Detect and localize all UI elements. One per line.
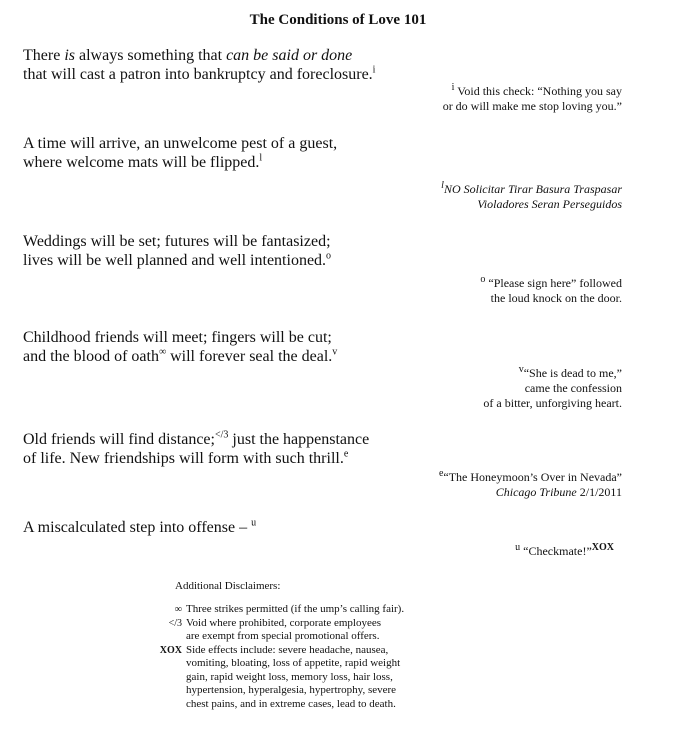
footnote-marker: v <box>332 346 338 358</box>
disclaimer-text: Three strikes permitted (if the ump’s calling fair). <box>186 603 405 615</box>
disclaimers-heading: Additional Disclaimers: <box>175 580 281 592</box>
note-5 <box>439 470 622 500</box>
text-segment: NO Solicitar Tirar Basura Traspasar <box>443 182 622 196</box>
stanza-5 <box>23 430 369 468</box>
note-marker: i <box>451 82 455 93</box>
disclaimer-marker: ∞ <box>174 604 182 615</box>
infinity-marker: ∞ <box>158 346 167 358</box>
italic-text: Chicago Tribune <box>495 485 577 499</box>
note-marker: v <box>518 364 524 375</box>
note-4-line-3: of a bitter, unforgiving heart. <box>483 396 622 410</box>
disclaimer-item <box>148 603 404 617</box>
text-segment: Old friends will find distance; <box>23 431 215 448</box>
disclaimer-item <box>148 617 404 644</box>
page-title: The Conditions of Love 101 <box>249 12 427 28</box>
stanza-6-line-1 <box>23 518 256 537</box>
italic-text: is <box>64 47 75 64</box>
note-4-line-2: came the confession <box>524 381 622 395</box>
stanza-3 <box>23 232 331 270</box>
note-4 <box>483 366 622 411</box>
footnote-marker: i <box>372 64 376 76</box>
note-6 <box>515 544 614 559</box>
note-5-line-2 <box>439 485 622 500</box>
text-segment: lives will be well planned and well intentioned. <box>23 252 327 269</box>
text-segment: always something that <box>74 47 227 64</box>
stanza-4 <box>23 328 337 366</box>
note-4-line-1 <box>483 366 622 381</box>
note-2-line-1 <box>441 182 622 197</box>
stanza-4-line-2 <box>23 347 337 366</box>
note-1 <box>443 84 622 114</box>
text-segment: 2/1/2011 <box>576 485 622 499</box>
stanza-5-line-2 <box>23 449 369 468</box>
note-1-line-1 <box>443 84 622 99</box>
text-segment: where welcome mats will be flipped. <box>23 154 260 171</box>
disclaimer-marker: XOX <box>159 644 182 656</box>
footnote-marker: u <box>251 517 257 529</box>
text-segment: of life. New friendships will form with such thrill. <box>23 450 344 467</box>
text-segment: “The Honeymoon’s Over in Nevada” <box>443 470 622 484</box>
stanza-4-line-1: Childhood friends will meet; fingers will be cut; <box>23 329 332 346</box>
note-marker: e <box>438 468 444 479</box>
stanza-1-line-2 <box>23 65 375 84</box>
stanza-1 <box>23 46 375 84</box>
text-segment: “Checkmate!” <box>523 544 592 558</box>
disclaimers-list <box>148 603 404 711</box>
stanza-2-line-1: A time will arrive, an unwelcome pest of a guest, <box>23 135 338 152</box>
stanza-1-line-1 <box>23 46 375 65</box>
note-3-line-2: the loud knock on the door. <box>490 291 622 305</box>
stanza-2-line-2 <box>23 153 337 172</box>
text-segment: There <box>23 47 65 64</box>
note-marker: o <box>480 274 486 285</box>
note-3 <box>480 276 622 306</box>
note-1-line-2: or do will make me stop loving you.” <box>442 99 622 113</box>
note-6-line-1 <box>515 544 614 559</box>
note-3-line-1 <box>480 276 622 291</box>
text-segment: that will cast a patron into bankruptcy and foreclosure. <box>23 66 373 83</box>
italic-text: can be said or done <box>226 47 353 64</box>
note-marker: l <box>441 180 444 191</box>
stanza-6 <box>23 518 256 537</box>
footnote-marker: l <box>259 152 263 164</box>
note-marker: u <box>515 542 521 553</box>
stanza-5-line-1 <box>23 430 369 449</box>
text-segment: and the blood of oath <box>23 348 159 365</box>
disclaimer-marker: </3 <box>168 617 182 629</box>
stanza-2 <box>23 134 337 172</box>
xox-marker: XOX <box>591 542 614 553</box>
broken-heart-marker: </3 <box>214 429 229 441</box>
text-segment: just the happenstance <box>228 431 370 448</box>
disclaimer-text: Side effects include: severe headache, nausea, vomiting, bloating, loss of appetite, rapid weight gain, rapid weight loss, memory loss, hair loss, hypertension, hyperalgesia, hypertrophy, severe chest pains, and in extreme cases, lead to death. <box>186 643 401 710</box>
disclaimer-item <box>148 644 404 712</box>
text-segment: Void this check: “Nothing you say <box>457 84 622 98</box>
disclaimer-text: Void where prohibited, corporate employees are exempt from special promotional offers. <box>186 616 381 642</box>
note-2 <box>441 182 622 212</box>
text-segment: “Please sign here” followed <box>488 276 622 290</box>
text-segment: will forever seal the deal. <box>166 348 333 365</box>
stanza-3-line-2 <box>23 251 331 270</box>
text-segment: “She is dead to me,” <box>523 366 622 380</box>
footnote-marker: e <box>343 448 349 460</box>
note-2-line-2: Violadores Seran Perseguidos <box>477 197 622 211</box>
footnote-marker: o <box>326 250 332 262</box>
stanza-3-line-1: Weddings will be set; futures will be fantasized; <box>23 233 331 250</box>
note-5-line-1 <box>439 470 622 485</box>
text-segment: A miscalculated step into offense – <box>23 519 252 536</box>
